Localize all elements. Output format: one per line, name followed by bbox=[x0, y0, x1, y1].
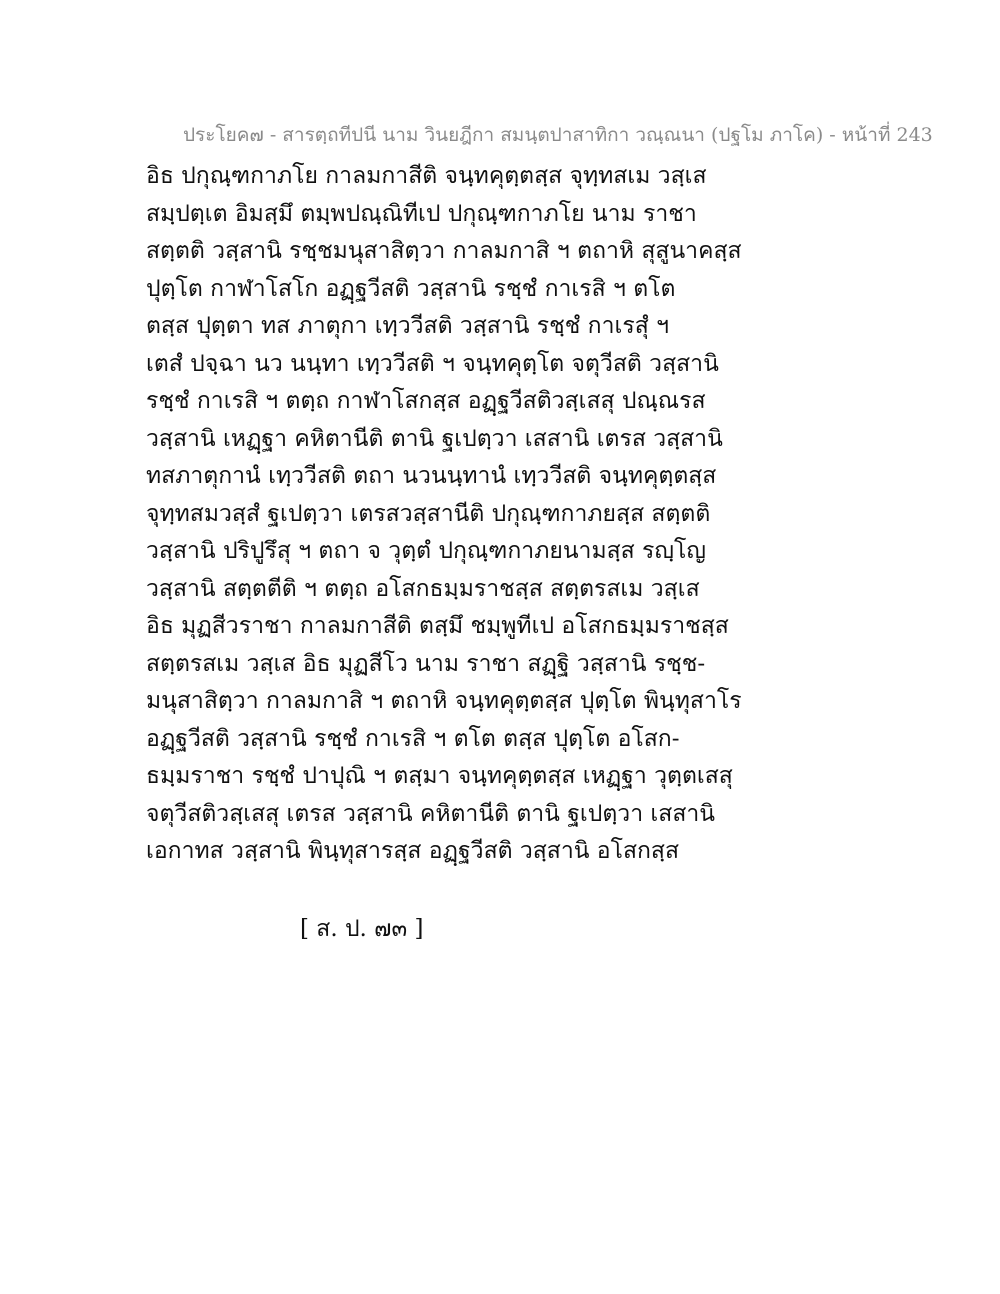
text-line: วสฺสานิ สตฺตตีติ ฯ ตตฺถ อโสกธมฺมราชสฺส สตฺตรสเม วสฺเส bbox=[146, 575, 700, 602]
text-line: ทสภาตุกานํ เทฺววีสติ ตถา นวนนฺทานํ เทฺววีสติ จนฺทคุตฺตสฺส bbox=[146, 463, 717, 489]
text-line: วสฺสานิ เหฏฺฐา คหิตานีติ ตานิ ฐเปตฺวา เสสานิ เตรส วสฺสานิ bbox=[146, 425, 723, 452]
text-line: อิธ ปกุณฺฑกาภโย กาลมกาสีติ จนฺทคุตฺตสฺส จุทฺทสเม วสฺเส bbox=[146, 163, 707, 189]
text-line: อฏฺฐวีสติ วสฺสานิ รชฺชํ กาเรสิ ฯ ตโต ตสฺส ปุตฺโต อโสก- bbox=[146, 725, 680, 752]
text-line: จุทฺทสมวสฺสํ ฐเปตฺวา เตรสวสฺสานีติ ปกุณฺฑกาภยสฺส สตฺตติ bbox=[146, 500, 711, 527]
text-line: ปุตฺโต กาฬาโสโก อฏฺฐวีสติ วสฺสานิ รชฺชํ กาเรสิ ฯ ตโต bbox=[146, 275, 676, 302]
text-line: เอกาทส วสฺสานิ พินฺทุสารสฺส อฏฺฐวีสติ วสฺสานิ อโสกสฺส bbox=[146, 838, 679, 864]
text-line: ธมฺมราชา รชฺชํ ปาปุณิ ฯ ตสฺมา จนฺทคุตฺตสฺส เหฏฺฐา วุตฺตเสสุ bbox=[146, 763, 733, 789]
page-reference: [ ส. ป. ๗๓ ] bbox=[300, 916, 424, 942]
text-line: สตฺตติ วสฺสานิ รชฺชมนุสาสิตฺวา กาลมกาสิ ฯ ตถาหิ สุสูนาคสฺส bbox=[146, 238, 742, 264]
text-line: อิธ มุฏสีวราชา กาลมกาสีติ ตสฺมึ ชมฺพูทีเป อโสกธมฺมราชสฺส bbox=[146, 613, 729, 639]
text-line: เตสํ ปจฺฉา นว นนฺทา เทฺววีสติ ฯ จนฺทคุตฺโต จตุวีสติ วสฺสานิ bbox=[146, 350, 719, 377]
text-line: ตสฺส ปุตฺตา ทส ภาตุกา เทฺววีสติ วสฺสานิ รชฺชํ กาเรสุํ ฯ bbox=[146, 313, 669, 339]
text-line: รชฺชํ กาเรสิ ฯ ตตฺถ กาฬาโสกสฺส อฏฺฐวีสติวสฺเสสุ ปณฺณรส bbox=[146, 388, 706, 414]
body-text bbox=[146, 158, 742, 871]
text-line: จตุวีสติวสฺเสสุ เตรส วสฺสานิ คหิตานีติ ตานิ ฐเปตฺวา เสสานิ bbox=[146, 800, 716, 827]
text-line: มนุสาสิตฺวา กาลมกาสิ ฯ ตถาหิ จนฺทคุตฺตสฺส ปุตฺโต พินฺทุสาโร bbox=[146, 688, 742, 714]
text-line: วสฺสานิ ปริปูรึสุ ฯ ตถา จ วุตฺตํ ปกุณฺฑกาภยนามสฺส รญฺโญ bbox=[146, 538, 706, 564]
running-header: ประโยค๗ - สารตฺถทีปนี นาม วินยฎีกา สมนฺตปาสาทิกา วณฺณนา (ปฐโม ภาโค) - หน้าที่ 243 bbox=[183, 124, 933, 146]
text-line: สตฺตรสเม วสฺเส อิธ มุฏสีโว นาม ราชา สฏฺฐิ วสฺสานิ รชฺช- bbox=[146, 650, 706, 677]
text-line: สมฺปตฺเต อิมสฺมึ ตมฺพปณฺณิทีเป ปกุณฺฑกาภโย นาม ราชา bbox=[146, 200, 697, 227]
